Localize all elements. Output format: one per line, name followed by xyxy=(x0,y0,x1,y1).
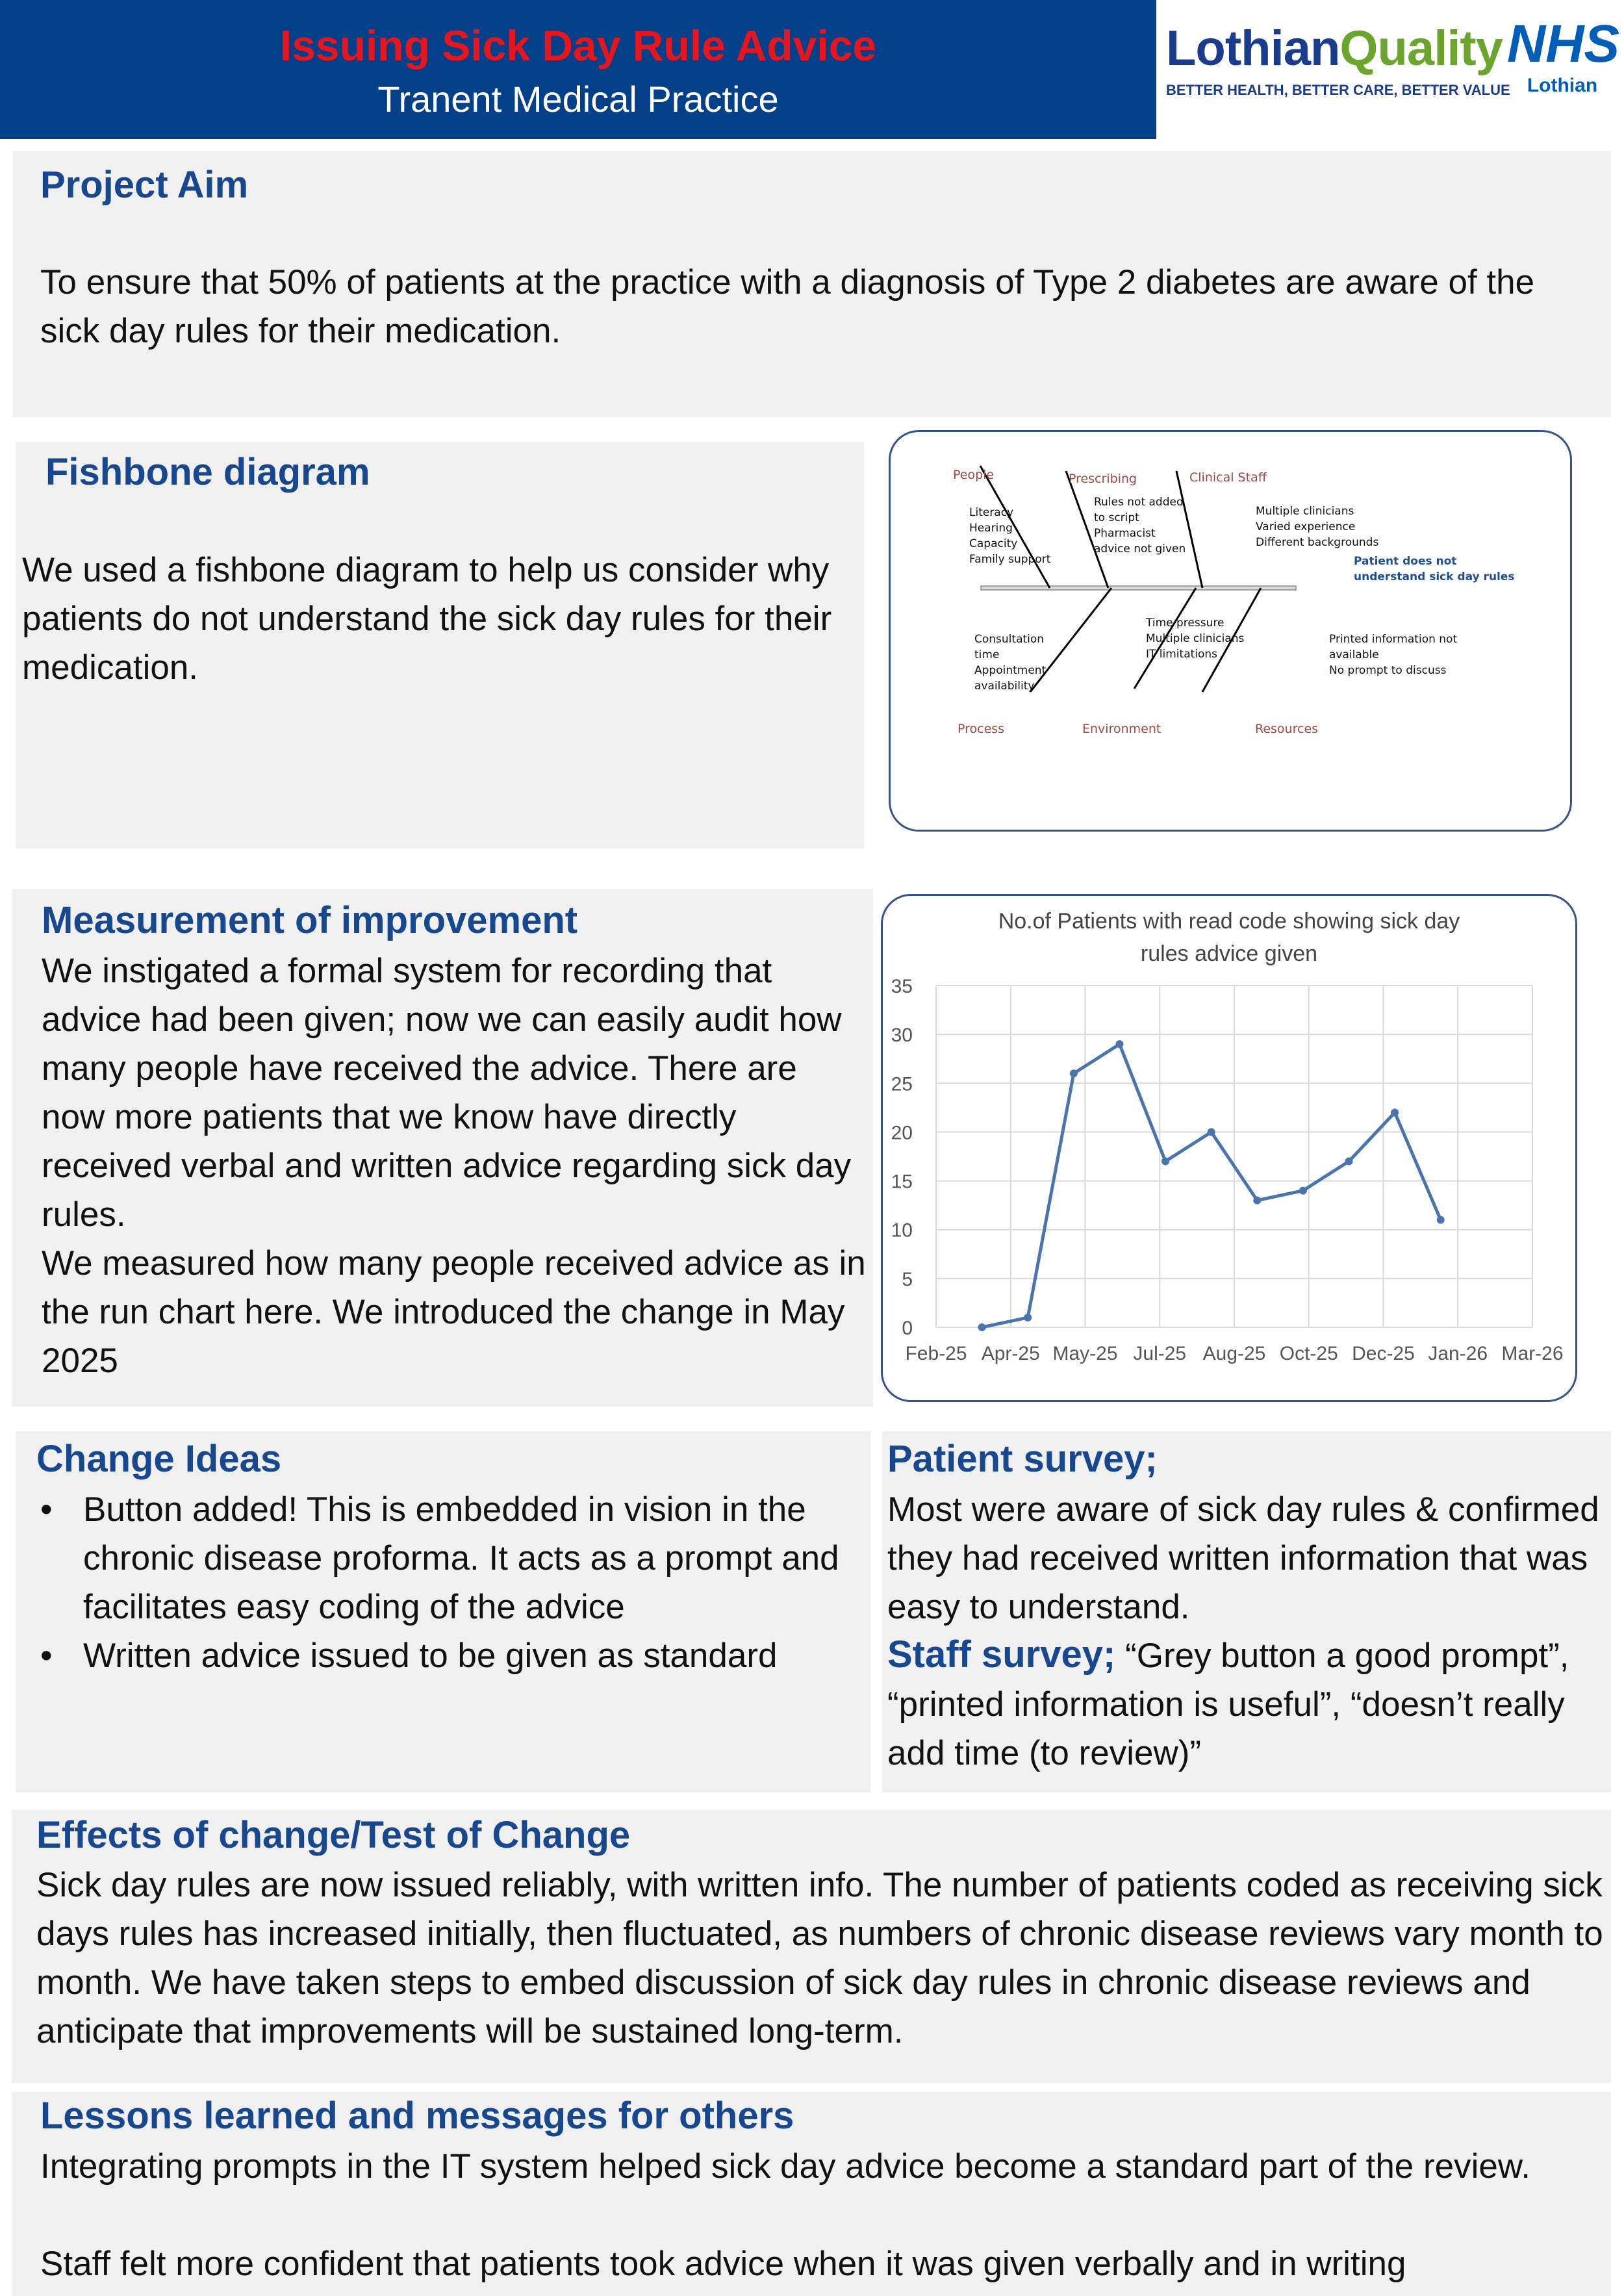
category-clinical-staff: Clinical Staff xyxy=(1189,470,1267,485)
fishbone-spine xyxy=(981,586,1296,590)
y-tick-label: 5 xyxy=(902,1268,913,1290)
category-resources: Resources xyxy=(1255,722,1319,736)
fishbone-diagram xyxy=(891,432,1570,830)
clinical-staff-bone xyxy=(1176,471,1202,588)
y-tick-label: 25 xyxy=(891,1073,913,1095)
cause-prescribing-3: Pharmacist xyxy=(1094,527,1156,540)
cause-clinical-staff-2: Varied experience xyxy=(1256,520,1356,533)
cause-clinical-staff-3: Different backgrounds xyxy=(1256,536,1379,549)
cause-resources-1: Printed information not xyxy=(1329,633,1458,646)
data-point xyxy=(1115,1040,1123,1048)
run-chart-box xyxy=(881,894,1577,1402)
chart-title-line-1: No.of Patients with read code showing sick day xyxy=(998,909,1460,934)
data-point xyxy=(1070,1069,1078,1077)
staff-survey-text: “Grey button a good prompt”, “printed information is useful”, “doesn’t really add time (to review)” xyxy=(887,1637,1569,1772)
nhs-logo-word: NHS xyxy=(1507,14,1620,73)
cause-process-3: Appointment xyxy=(974,664,1047,677)
fishbone-panel xyxy=(16,442,864,848)
y-tick-label: 0 xyxy=(902,1318,913,1339)
run-chart xyxy=(883,896,1575,1400)
lessons-text-1: Integrating prompts in the IT system helped sick day advice become a standard part of the review. xyxy=(40,2147,1530,2186)
measurement-panel xyxy=(12,889,873,1407)
aim-text: To ensure that 50% of patients at the practice with a diagnosis of Type 2 diabetes are aware of the sick day rules for their medication. xyxy=(40,263,1535,350)
effects-panel xyxy=(12,1810,1611,2083)
logo-tagline: BETTER HEALTH, BETTER CARE, BETTER VALUE xyxy=(1166,82,1510,98)
cause-people-4: Family support xyxy=(969,553,1051,566)
y-tick-label: 35 xyxy=(891,976,913,997)
effects-heading: Effects of change/Test of Change xyxy=(36,1814,631,1856)
x-tick-label: Feb-25 xyxy=(905,1343,967,1364)
data-point xyxy=(1208,1128,1215,1136)
lessons-panel xyxy=(12,2092,1611,2296)
cause-resources-3: No prompt to discuss xyxy=(1329,664,1447,677)
change-idea-text: Written advice issued to be given as standard xyxy=(83,1637,778,1675)
measurement-text: We instigated a formal system for recording that advice had been given; now we can easily audit how many people have received the advice. There are now more patients that we know have directly received verbal and written advice regarding sick day rules. xyxy=(42,952,852,1234)
fishbone-diagram-box xyxy=(889,430,1572,832)
cause-environment-3: IT limitations xyxy=(1146,648,1218,661)
y-tick-label: 10 xyxy=(891,1219,913,1242)
cause-clinical-staff-1: Multiple clinicians xyxy=(1256,505,1354,518)
data-point xyxy=(1024,1314,1032,1321)
x-tick-label: Aug-25 xyxy=(1202,1343,1266,1364)
measurement-heading: Measurement of improvement xyxy=(42,899,578,941)
cause-prescribing-1: Rules not added xyxy=(1094,496,1184,509)
category-people: People xyxy=(953,468,995,482)
data-point xyxy=(1437,1216,1445,1224)
data-point xyxy=(978,1323,986,1331)
data-point xyxy=(1253,1197,1261,1205)
lothian-quality-logo xyxy=(1166,19,1510,110)
effects-text: Sick day rules are now issued reliably, with written info. The number of patients coded as receiving sick days rules has increased initially, then fluctuated, as numbers of chronic disease reviews vary month to month. We have taken steps to embed discussion of sick day rules in chronic disease reviews and anticipate that improvements will be sustained long-term. xyxy=(36,1866,1603,2050)
category-process: Process xyxy=(958,722,1005,736)
data-point xyxy=(1391,1108,1399,1116)
change-ideas-heading: Change Ideas xyxy=(36,1438,282,1480)
y-tick-label: 20 xyxy=(891,1122,913,1144)
cause-people-1: Literacy xyxy=(969,506,1014,519)
poster-title: Issuing Sick Day Rule Advice xyxy=(279,21,877,70)
logo-word-quality: Quality xyxy=(1339,21,1503,76)
cause-process-1: Consultation xyxy=(974,633,1045,646)
aim-heading: Project Aim xyxy=(40,164,249,206)
y-tick-label: 30 xyxy=(891,1025,913,1047)
x-tick-label: Jul-25 xyxy=(1133,1343,1187,1364)
patient-survey-text: Most were aware of sick day rules & confirmed they had received written information that was easy to understand. xyxy=(887,1490,1599,1626)
cause-environment-1: Time pressure xyxy=(1146,617,1224,630)
nhs-logo-sub: Lothian xyxy=(1527,75,1598,96)
category-prescribing: Prescribing xyxy=(1069,472,1137,486)
lessons-heading: Lessons learned and messages for others xyxy=(40,2095,794,2137)
x-tick-label: Jan-26 xyxy=(1428,1343,1488,1364)
staff-survey-heading: Staff survey; xyxy=(887,1633,1116,1676)
x-tick-label: Dec-25 xyxy=(1352,1343,1415,1364)
poster-subtitle: Tranent Medical Practice xyxy=(377,79,779,120)
lessons-text-2: Staff felt more confident that patients took advice when it was given verbally and in writing xyxy=(40,2245,1406,2283)
aim-panel xyxy=(13,151,1611,417)
fishbone-text: We used a fishbone diagram to help us consider why patients do not understand the sick day rules for their medication. xyxy=(22,551,832,687)
change-idea-item: • Button added! This is embedded in vision in the chronic disease proforma. It acts as a prompt and facilitates easy coding of the advice xyxy=(40,1490,839,1626)
cause-process-4: availability xyxy=(974,680,1035,693)
change-idea-item: • Written advice issued to be given as standard xyxy=(40,1637,778,1675)
measurement-text-2: We measured how many people received advice as in the run chart here. We introduced the change in May 2025 xyxy=(42,1244,866,1380)
data-point xyxy=(1345,1158,1353,1166)
cause-process-2: time xyxy=(974,648,1000,661)
cause-environment-2: Multiple clinicians xyxy=(1146,632,1245,645)
effect-line-1: Patient does not xyxy=(1354,555,1457,568)
nhs-lothian-logo xyxy=(1507,14,1618,112)
survey-panel xyxy=(882,1431,1611,1792)
fishbone-heading: Fishbone diagram xyxy=(45,451,370,493)
change-idea-text: Button added! This is embedded in vision in the chronic disease proforma. It acts as a prompt and facilitates easy coding of the advice xyxy=(83,1490,839,1626)
cause-people-2: Hearing xyxy=(969,522,1013,535)
cause-prescribing-2: to script xyxy=(1094,511,1139,524)
staff-survey xyxy=(887,1631,1602,1778)
data-point xyxy=(1161,1158,1169,1166)
cause-resources-2: available xyxy=(1329,648,1379,661)
change-ideas-list xyxy=(36,1485,861,1680)
patient-survey-heading: Patient survey; xyxy=(887,1438,1158,1480)
logo-word-lothian: Lothian xyxy=(1166,21,1340,76)
x-tick-label: Apr-25 xyxy=(981,1343,1040,1364)
x-tick-label: Mar-26 xyxy=(1501,1343,1564,1364)
data-point xyxy=(1299,1187,1307,1195)
chart-title-line-2: rules advice given xyxy=(1140,941,1318,966)
series-line xyxy=(982,1044,1441,1327)
x-tick-label: Oct-25 xyxy=(1279,1343,1338,1364)
cause-people-3: Capacity xyxy=(969,537,1018,550)
cause-prescribing-4: advice not given xyxy=(1094,542,1186,555)
y-tick-label: 15 xyxy=(891,1171,913,1193)
change-ideas-panel xyxy=(16,1431,870,1792)
x-tick-label: May-25 xyxy=(1052,1343,1118,1364)
category-environment: Environment xyxy=(1082,722,1161,736)
effect-line-2: understand sick day rules xyxy=(1354,570,1515,583)
